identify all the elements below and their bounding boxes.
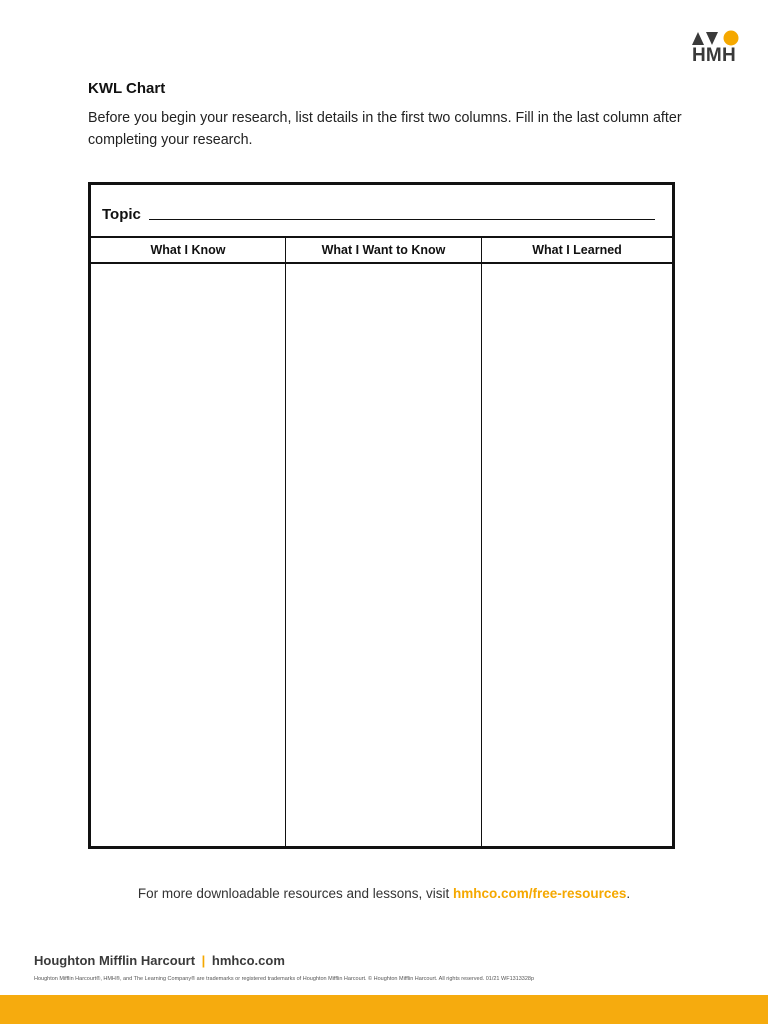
- instructions-text: Before you begin your research, list details in the first two columns. Fill in the last column after completing your research.: [88, 110, 682, 148]
- topic-row: [91, 185, 672, 238]
- resources-link[interactable]: hmhco.com/free-resources: [453, 886, 627, 901]
- column-header-row: [91, 238, 672, 264]
- hmh-logo-text: HMH: [692, 45, 736, 66]
- column-body-what-i-know[interactable]: [91, 264, 285, 846]
- column-body-what-i-want-to-know[interactable]: [286, 264, 481, 846]
- column-body-what-i-learned[interactable]: [482, 264, 672, 846]
- footer-trademark-notice: Houghton Mifflin Harcourt®, HMH®, and The Learning Company® are trademarks or registered trademarks of Houghton Mifflin Harcourt. © Houghton Mifflin Harcourt. All rights reserved. 01/21 WF1313328p: [34, 976, 535, 982]
- column-header-what-i-know: What I Know: [150, 243, 226, 257]
- resources-prefix: For more downloadable resources and lessons, visit: [137, 886, 454, 901]
- footer-website[interactable]: hmhco.com: [211, 953, 285, 968]
- hmh-logo: [692, 30, 740, 70]
- topic-label: Topic: [102, 206, 141, 223]
- page-title: KWL Chart: [88, 80, 166, 97]
- resources-line: [0, 886, 768, 901]
- column-header-what-i-learned: What I Learned: [532, 243, 622, 257]
- resources-suffix: .: [626, 886, 631, 901]
- footer-company-name: Houghton Mifflin Harcourt: [34, 953, 196, 968]
- footer-separator: |: [201, 953, 206, 968]
- column-header-what-i-want-to-know: What I Want to Know: [321, 243, 446, 257]
- footer-color-bar: [0, 995, 768, 1024]
- topic-input-line[interactable]: [149, 219, 655, 220]
- footer-brand: [34, 953, 285, 968]
- kwl-chart-table: [88, 182, 675, 849]
- hmh-triangle-circle-logo-icon: [692, 30, 740, 46]
